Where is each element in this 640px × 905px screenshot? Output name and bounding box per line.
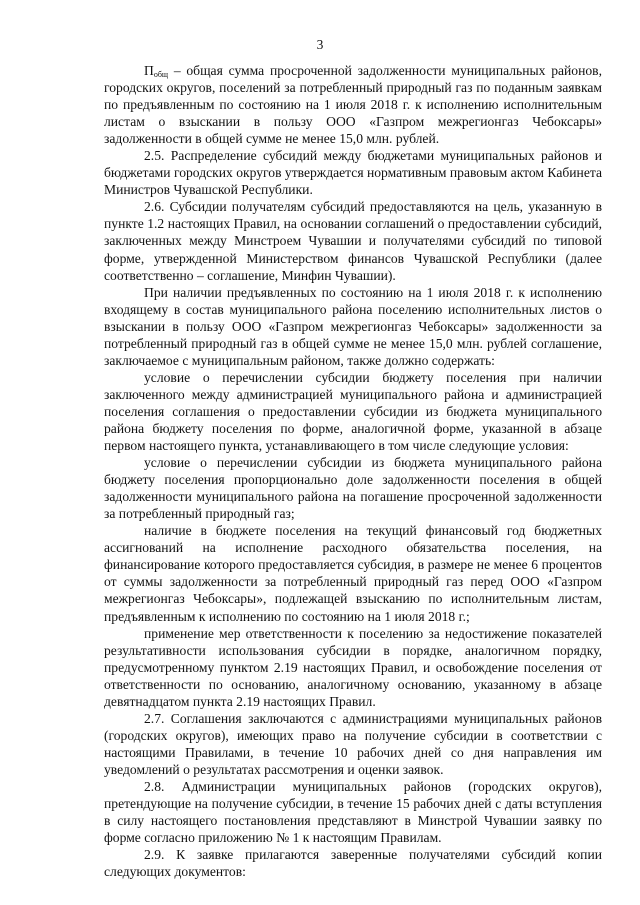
paragraph-2-9: 2.9. К заявке прилагаются заверенные получателями субсидий копии следующих документов: [104,847,602,880]
paragraph-text: – общая сумма просроченной задолженности муниципальных районов, городских округов, поселений за потребленный природный газ по поданным заявкам по предъявленным по состоянию на 1 июля 2018 г. к исполнению исполнительным листам о взыскании в пользу ООО «Газпром межрегионгаз Чебоксары» задолженности в общей сумме не менее 15,0 млн. рублей. [104,63,602,147]
formula-symbol: П [144,63,154,78]
paragraph-condition-responsibility: применение мер ответственности к поселению за недостижение показателей результативности использования субсидии в порядке, аналогичном порядку, предусмотренному пунктом 2.19 настоящих Правил, и освобождение поселения от ответственности по основанию, аналогичному основанию, указанному в абзаце девятнадцатом пункта 2.19 настоящих Правил. [104,625,602,709]
paragraph-2-5: 2.5. Распределение субсидий между бюджетами муниципальных районов и бюджетами городских округов утверждается нормативным правовым актом Кабинета Министров Чувашской Республики. [104,148,602,198]
formula-symbol-subscript: общ [153,70,169,79]
paragraph-2-8: 2.8. Администрации муниципальных районов (городских округов), претендующие на получение субсидии, в течение 15 рабочих дней с даты вступления в силу настоящего постановления представляют в Минстрой Чувашии заявку по форме согласно приложению № 1 к настоящим Правилам. [104,778,602,846]
paragraph-condition-budget-allocations: наличие в бюджете поселения на текущий финансовый год бюджетных ассигнований на исполнение расходного обязательства поселения, на финансирование которого предоставляется субсидия, в размере не менее 6 процентов от суммы задолженности за потребленный природный газ перед ООО «Газпром межрегионгаз Чебоксары», подлежащей взысканию по исполнительным листам, предъявленным к исполнению по состоянию на 1 июля 2018 г.; [104,523,602,624]
paragraph-2-7: 2.7. Соглашения заключаются с администрациями муниципальных районов (городских округов), имеющих право на получение субсидии в соответствии с настоящими Правилами, в течение 10 рабочих дней со дня направления им уведомлений о результатах рассмотрения и оценки заявок. [104,710,602,777]
page-number: 3 [316,37,324,52]
paragraph-2-6-settlement-condition: При наличии предъявленных по состоянию на 1 июля 2018 г. к исполнению входящему в состав муниципального района поселению исполнительных листов о взыскании в пользу ООО «Газпром межрегионгаз Чебоксары» задолженности за потребленный природный газ в общей сумме не менее 15,0 млн. рублей соглашение, заключаемое с муниципальным районом, также должно содержать: [104,284,602,368]
paragraph-p-total-definition [104,62,602,147]
paragraph-condition-transfer-to-settlement: условие о перечислении субсидии бюджету поселения при наличии заключенного между администрацией муниципального района и администрацией поселения соглашения о предоставлении субсидии из бюджета муниципального района бюджету поселения по форме, аналогичной форме, указанной в абзаце первом настоящего пункта, устанавливающего в том числе следующие условия: [104,369,602,454]
paragraph-condition-proportional-transfer: условие о перечислении субсидии из бюджета муниципального района бюджету поселения пропорционально доле задолженности поселения в общей задолженности муниципального района на погашение просроченной задолженности за потребленный природный газ; [104,455,602,522]
document-body [104,62,602,880]
paragraph-2-6: 2.6. Субсидии получателям субсидий предоставляются на цель, указанную в пункте 1.2 настоящих Правил, на основании соглашений о предоставлении субсидий, заключенных между Минстроем Чувашии и получателями субсидий по типовой форме, утвержденной Министерством финансов Чувашской Республики (далее соответственно – соглашение, Минфин Чувашии). [104,199,602,283]
